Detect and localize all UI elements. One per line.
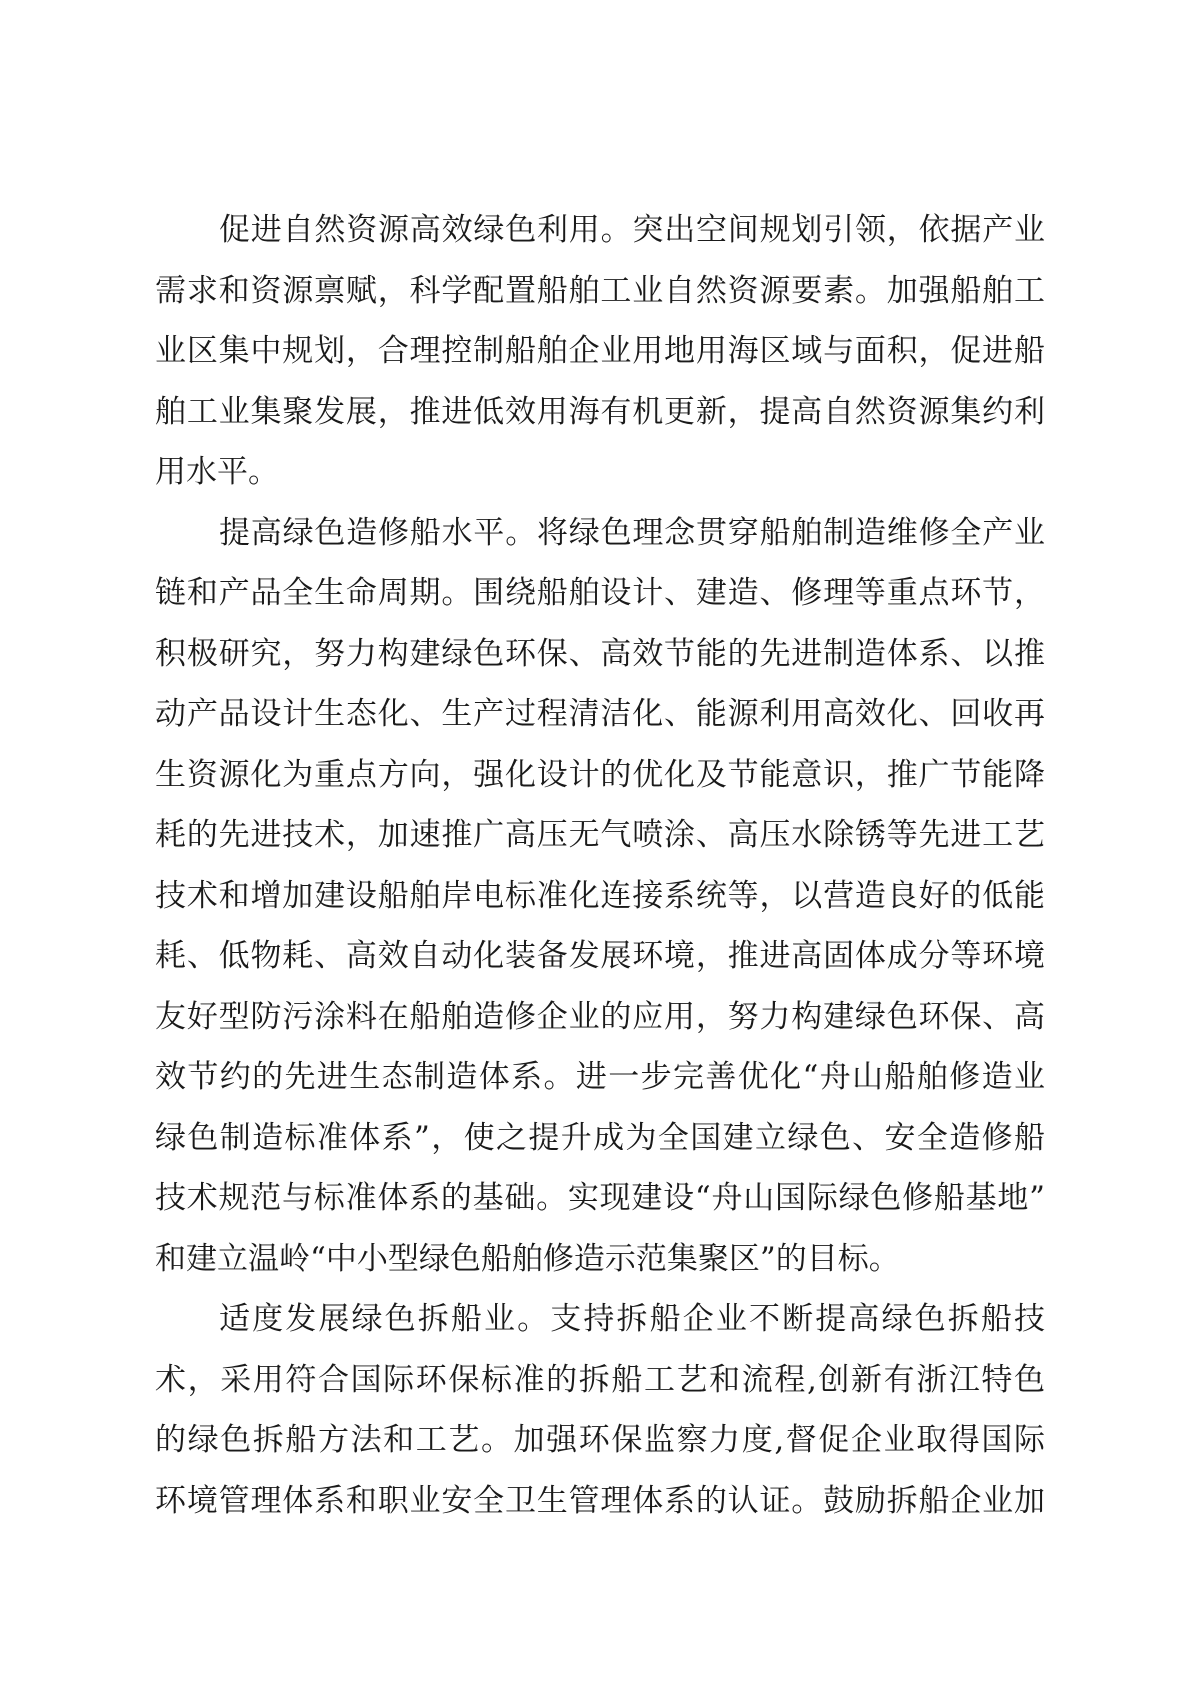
- paragraph-2-line-3: 积极研究，努力构建绿色环保、高效节能的先进制造体系、以推: [155, 635, 1045, 672]
- paragraph-2-line-11: 绿色制造标准体系”，使之提升成为全国建立绿色、安全造修船: [155, 1119, 1045, 1156]
- paragraph-2-line-5: 生资源化为重点方向，强化设计的优化及节能意识，推广节能降: [155, 756, 1045, 793]
- paragraph-1-line-5: 用水平。: [155, 454, 279, 490]
- paragraph-2-line-4: 动产品设计生态化、生产过程清洁化、能源利用高效化、回收再: [155, 696, 1045, 732]
- paragraph-2-line-1: 提高绿色造修船水平。将绿色理念贯穿船舶制造维修全产业: [219, 514, 1045, 551]
- paragraph-1-line-4: 舶工业集聚发展，推进低效用海有机更新，提高自然资源集约利: [155, 393, 1045, 430]
- paragraph-2-line-7: 技术和增加建设船舶岸电标准化连接系统等，以营造良好的低能: [155, 877, 1045, 914]
- paragraph-3-line-4: 环境管理体系和职业安全卫生管理体系的认证。鼓励拆船企业加: [155, 1482, 1045, 1519]
- paragraph-2-line-6: 耗的先进技术，加速推广高压无气喷涂、高压水除锈等先进工艺: [155, 817, 1045, 853]
- paragraph-2-line-12: 技术规范与标准体系的基础。实现建设“舟山国际绿色修船基地”: [155, 1180, 1045, 1216]
- paragraph-2-line-8: 耗、低物耗、高效自动化装备发展环境，推进高固体成分等环境: [155, 938, 1045, 974]
- paragraph-3-line-3: 的绿色拆船方法和工艺。加强环保监察力度,督促企业取得国际: [155, 1422, 1045, 1458]
- paragraph-3-line-2: 术，采用符合国际环保标准的拆船工艺和流程,创新有浙江特色: [155, 1361, 1045, 1398]
- paragraph-3-line-1: 适度发展绿色拆船业。支持拆船企业不断提高绿色拆船技: [219, 1301, 1045, 1337]
- paragraph-1-line-2: 需求和资源禀赋，科学配置船舶工业自然资源要素。加强船舶工: [155, 272, 1045, 309]
- paragraph-1-line-1: 促进自然资源高效绿色利用。突出空间规划引领，依据产业: [219, 212, 1045, 248]
- paragraph-2-line-13: 和建立温岭“中小型绿色船舶修造示范集聚区”的目标。: [155, 1240, 900, 1277]
- paragraph-1-line-3: 业区集中规划，合理控制船舶企业用地用海区域与面积，促进船: [155, 333, 1045, 369]
- paragraph-2-line-10: 效节约的先进生态制造体系。进一步完善优化“舟山船舶修造业: [155, 1059, 1045, 1095]
- paragraph-2-line-2: 链和产品全生命周期。围绕船舶设计、建造、修理等重点环节，: [155, 575, 1045, 611]
- paragraph-2-line-9: 友好型防污涂料在船舶造修企业的应用，努力构建绿色环保、高: [155, 998, 1045, 1035]
- document-body: [155, 200, 1045, 1531]
